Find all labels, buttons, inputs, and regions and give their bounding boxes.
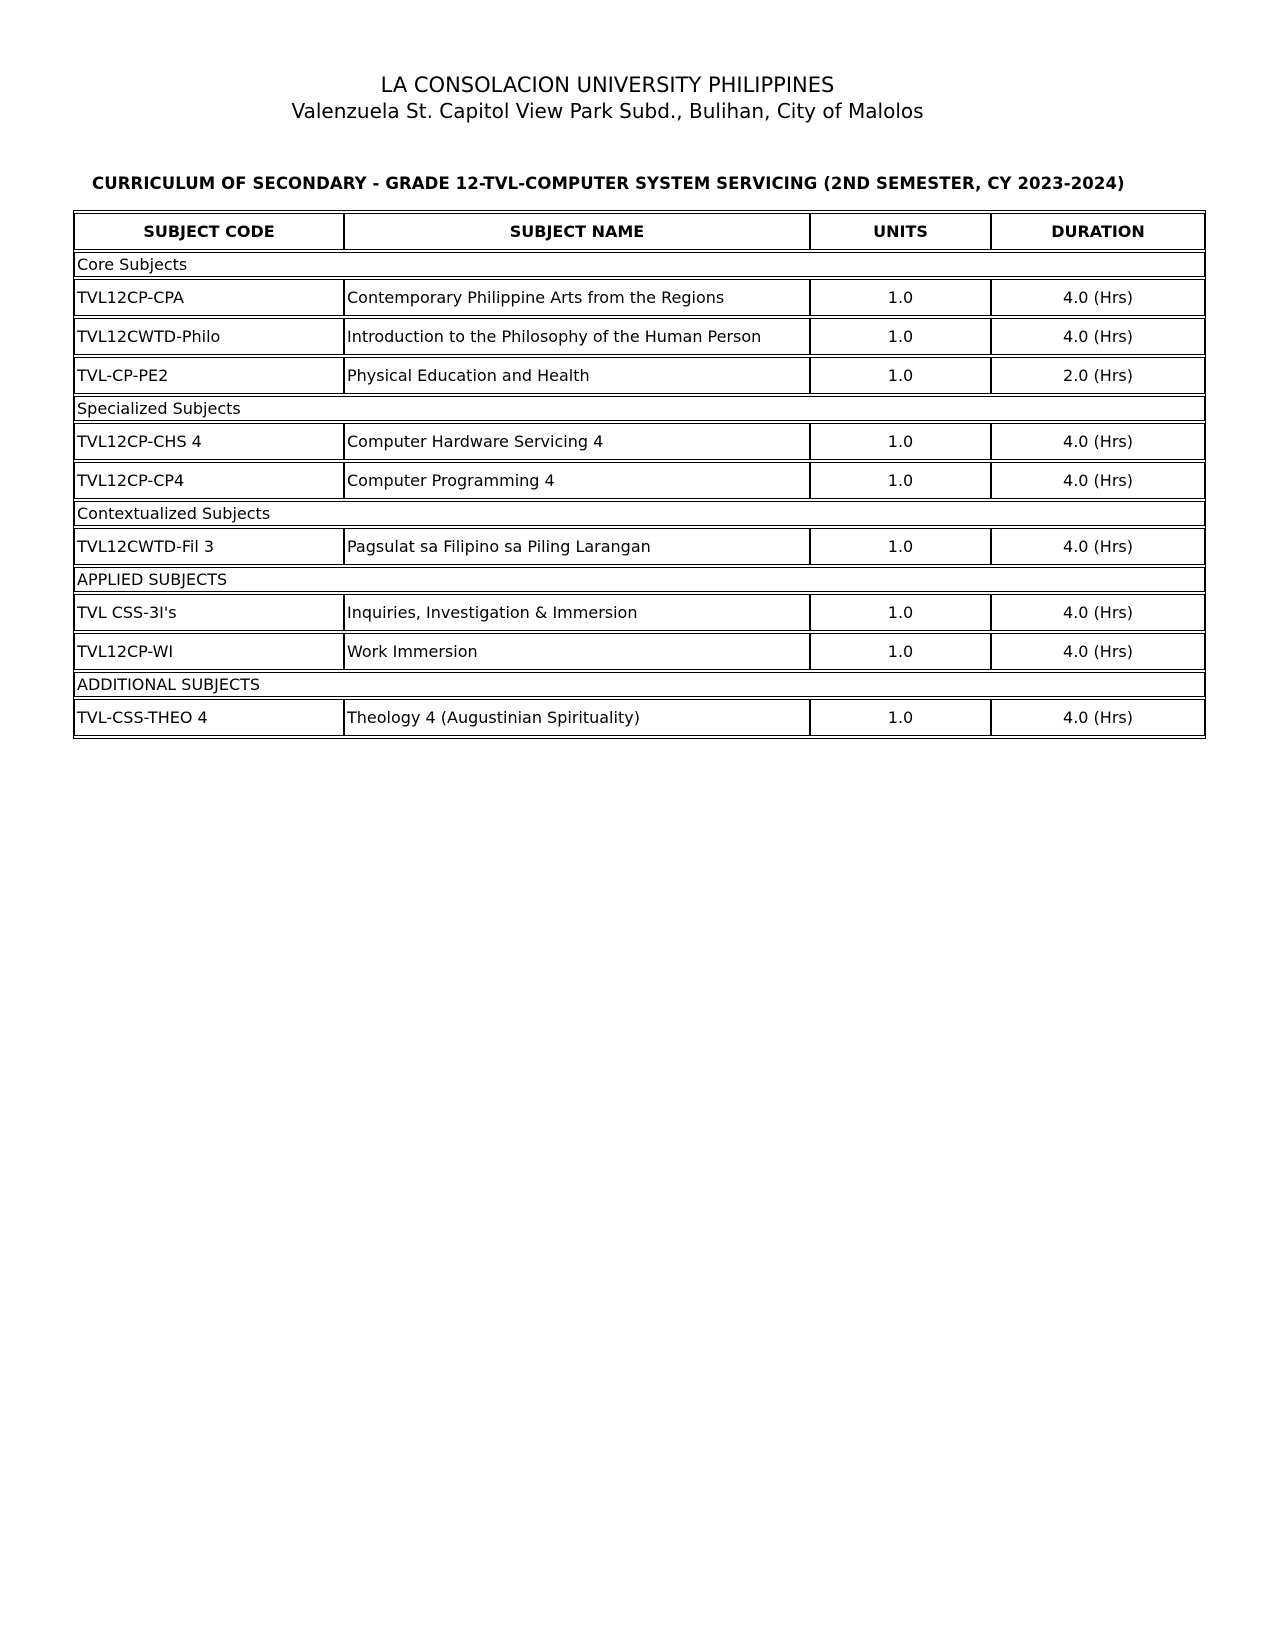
section-label: Specialized Subjects	[74, 396, 1205, 421]
subject-duration-cell: 4.0 (Hrs)	[991, 423, 1205, 460]
subject-duration-cell: 4.0 (Hrs)	[991, 699, 1205, 736]
subject-units-cell: 1.0	[810, 357, 991, 394]
subject-units-cell: 1.0	[810, 462, 991, 499]
table-body	[74, 252, 1205, 736]
subject-row	[74, 279, 1205, 316]
curriculum-title: CURRICULUM OF SECONDARY - GRADE 12-TVL-COMPUTER SYSTEM SERVICING (2ND SEMESTER, CY 2023-2024)	[92, 174, 1125, 193]
subject-code-cell: TVL-CP-PE2	[74, 357, 344, 394]
university-address: Valenzuela St. Capitol View Park Subd., Bulihan, City of Malolos	[291, 99, 924, 123]
column-header-subject-name: SUBJECT NAME	[344, 213, 810, 250]
document-header	[0, 72, 1215, 124]
subject-row	[74, 318, 1205, 355]
column-header-duration: DURATION	[991, 213, 1205, 250]
section-row	[74, 672, 1205, 697]
section-label: Contextualized Subjects	[74, 501, 1205, 526]
section-row	[74, 501, 1205, 526]
section-row	[74, 396, 1205, 421]
subject-code-cell: TVL12CP-WI	[74, 633, 344, 670]
subject-name-cell: Computer Programming 4	[344, 462, 810, 499]
subject-code-cell: TVL12CP-CHS 4	[74, 423, 344, 460]
subject-code-cell: TVL12CWTD-Fil 3	[74, 528, 344, 565]
curriculum-table	[73, 210, 1206, 739]
subject-row	[74, 423, 1205, 460]
column-header-subject-code: SUBJECT CODE	[74, 213, 344, 250]
section-label: APPLIED SUBJECTS	[74, 567, 1205, 592]
column-header-units: UNITS	[810, 213, 991, 250]
subject-name-cell: Introduction to the Philosophy of the Human Person	[344, 318, 810, 355]
subject-units-cell: 1.0	[810, 279, 991, 316]
subject-duration-cell: 4.0 (Hrs)	[991, 279, 1205, 316]
subject-code-cell: TVL12CP-CP4	[74, 462, 344, 499]
subject-units-cell: 1.0	[810, 699, 991, 736]
subject-units-cell: 1.0	[810, 423, 991, 460]
subject-name-cell: Inquiries, Investigation & Immersion	[344, 594, 810, 631]
subject-name-cell: Physical Education and Health	[344, 357, 810, 394]
subject-row	[74, 633, 1205, 670]
subject-code-cell: TVL CSS-3I's	[74, 594, 344, 631]
section-row	[74, 252, 1205, 277]
subject-row	[74, 462, 1205, 499]
section-label: Core Subjects	[74, 252, 1205, 277]
subject-code-cell: TVL12CWTD-Philo	[74, 318, 344, 355]
subject-row	[74, 528, 1205, 565]
subject-name-cell: Contemporary Philippine Arts from the Regions	[344, 279, 810, 316]
subject-code-cell: TVL-CSS-THEO 4	[74, 699, 344, 736]
subject-units-cell: 1.0	[810, 633, 991, 670]
subject-row	[74, 594, 1205, 631]
subject-name-cell: Theology 4 (Augustinian Spirituality)	[344, 699, 810, 736]
subject-duration-cell: 4.0 (Hrs)	[991, 528, 1205, 565]
subject-code-cell: TVL12CP-CPA	[74, 279, 344, 316]
subject-duration-cell: 4.0 (Hrs)	[991, 633, 1205, 670]
subject-duration-cell: 2.0 (Hrs)	[991, 357, 1205, 394]
subject-row	[74, 357, 1205, 394]
subject-duration-cell: 4.0 (Hrs)	[991, 318, 1205, 355]
subject-duration-cell: 4.0 (Hrs)	[991, 594, 1205, 631]
subject-name-cell: Computer Hardware Servicing 4	[344, 423, 810, 460]
subject-name-cell: Pagsulat sa Filipino sa Piling Larangan	[344, 528, 810, 565]
subject-duration-cell: 4.0 (Hrs)	[991, 462, 1205, 499]
subject-units-cell: 1.0	[810, 594, 991, 631]
table-header-row	[74, 213, 1205, 250]
section-label: ADDITIONAL SUBJECTS	[74, 672, 1205, 697]
subject-name-cell: Work Immersion	[344, 633, 810, 670]
university-name: LA CONSOLACION UNIVERSITY PHILIPPINES	[380, 73, 835, 97]
subject-units-cell: 1.0	[810, 528, 991, 565]
subject-units-cell: 1.0	[810, 318, 991, 355]
subject-row	[74, 699, 1205, 736]
section-row	[74, 567, 1205, 592]
